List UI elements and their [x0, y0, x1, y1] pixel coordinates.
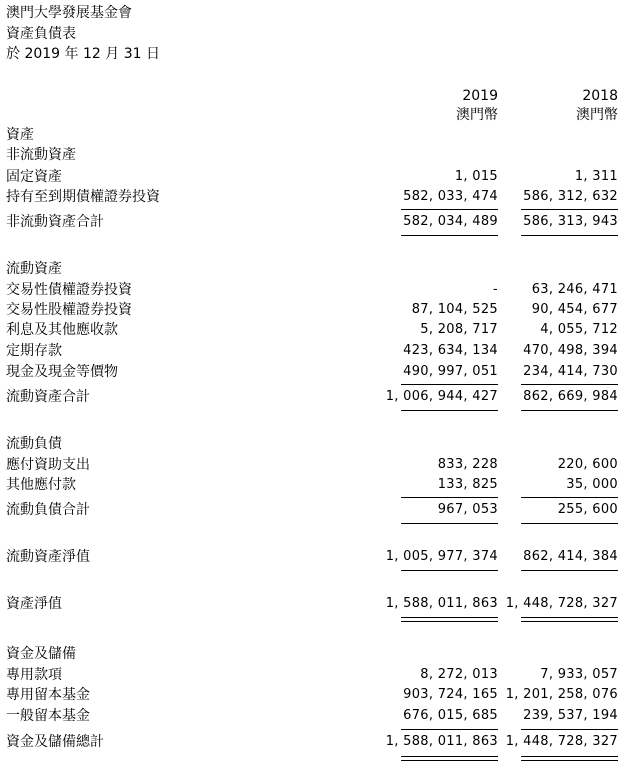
value-2019: 676, 015, 685: [403, 708, 498, 723]
row-label: 其他應付款: [6, 477, 76, 493]
double-rule-bottom: [521, 621, 618, 622]
double-rule-top: [521, 756, 618, 757]
total-rule: [521, 570, 618, 571]
column-currency-2019: 澳門幣: [456, 107, 498, 123]
total-rule: [521, 523, 618, 524]
value-2019: 423, 634, 134: [403, 343, 498, 358]
value-2019: 582, 034, 489: [403, 214, 498, 229]
value-2018: 35, 000: [566, 477, 618, 492]
table-row: [0, 167, 626, 187]
subtotal-rule: [521, 729, 618, 730]
double-rule-bottom: [401, 621, 498, 622]
table-row: [0, 145, 626, 165]
value-2019: 833, 228: [437, 457, 498, 472]
subtotal-rule: [401, 209, 498, 210]
row-label: 資產: [6, 127, 34, 143]
table-row: [0, 594, 626, 614]
value-2018: 4, 055, 712: [540, 322, 618, 337]
value-2019: 1, 015: [454, 169, 498, 184]
total-rule: [401, 570, 498, 571]
total-rule: [521, 235, 618, 236]
value-2018: 1, 448, 728, 327: [505, 734, 618, 749]
value-2019: 87, 104, 525: [411, 302, 498, 317]
table-row: [0, 387, 626, 407]
row-label: 資金及儲備: [6, 646, 76, 662]
value-2018: 1, 448, 728, 327: [505, 596, 618, 611]
value-2018: 255, 600: [557, 502, 618, 517]
row-label: 定期存款: [6, 343, 62, 359]
value-2019: 1, 006, 944, 427: [385, 389, 498, 404]
subtotal-rule: [521, 497, 618, 498]
double-rule-bottom: [521, 760, 618, 761]
total-rule: [401, 410, 498, 411]
table-row: [0, 434, 626, 454]
value-2019: 5, 208, 717: [420, 322, 498, 337]
table-row: [0, 644, 626, 664]
total-rule: [401, 235, 498, 236]
value-2019: -: [493, 282, 498, 297]
double-rule-top: [521, 617, 618, 618]
row-label: 利息及其他應收款: [6, 322, 118, 338]
table-row: [0, 547, 626, 567]
value-2018: 586, 313, 943: [523, 214, 618, 229]
table-row: [0, 341, 626, 361]
statement-date: 於 2019 年 12 月 31 日: [6, 46, 160, 62]
total-rule: [401, 523, 498, 524]
value-2018: 862, 414, 384: [523, 549, 618, 564]
value-2018: 239, 537, 194: [523, 708, 618, 723]
row-label: 非流動資產: [6, 147, 76, 163]
value-2018: 90, 454, 677: [531, 302, 618, 317]
table-row: [0, 300, 626, 320]
row-label: 流動負債合計: [6, 502, 90, 518]
double-rule-bottom: [401, 760, 498, 761]
row-label: 交易性債權證券投資: [6, 282, 132, 298]
value-2019: 903, 724, 165: [403, 687, 498, 702]
value-2018: 234, 414, 730: [523, 364, 618, 379]
table-row: [0, 280, 626, 300]
table-row: [0, 706, 626, 726]
value-2019: 582, 033, 474: [403, 189, 498, 204]
value-2019: 133, 825: [437, 477, 498, 492]
subtotal-rule: [401, 384, 498, 385]
row-label: 流動負債: [6, 436, 62, 452]
row-label: 資金及儲備總計: [6, 734, 104, 750]
subtotal-rule: [401, 729, 498, 730]
row-label: 交易性股權證券投資: [6, 302, 132, 318]
table-row: [0, 259, 626, 279]
subtotal-rule: [401, 497, 498, 498]
table-row: [0, 665, 626, 685]
subtotal-rule: [521, 209, 618, 210]
table-row: [0, 320, 626, 340]
row-label: 非流動資產合計: [6, 214, 104, 230]
row-label: 流動資產合計: [6, 389, 90, 405]
table-row: [0, 212, 626, 232]
column-year-2018: 2018: [582, 88, 618, 104]
table-row: [0, 732, 626, 752]
value-2018: 7, 933, 057: [540, 667, 618, 682]
double-rule-top: [401, 756, 498, 757]
table-row: [0, 362, 626, 382]
table-row: [0, 475, 626, 495]
value-2019: 8, 272, 013: [420, 667, 498, 682]
total-rule: [521, 410, 618, 411]
table-row: [0, 500, 626, 520]
table-row: [0, 685, 626, 705]
row-label: 現金及現金等價物: [6, 364, 118, 380]
double-rule-top: [401, 617, 498, 618]
table-row: [0, 455, 626, 475]
value-2018: 220, 600: [557, 457, 618, 472]
row-label: 專用款項: [6, 667, 62, 683]
subtotal-rule: [521, 384, 618, 385]
row-label: 一般留本基金: [6, 708, 90, 724]
value-2018: 1, 311: [574, 169, 618, 184]
column-currency-2018: 澳門幣: [576, 107, 618, 123]
value-2018: 862, 669, 984: [523, 389, 618, 404]
value-2018: 1, 201, 258, 076: [505, 687, 618, 702]
table-row: [0, 125, 626, 145]
value-2018: 470, 498, 394: [523, 343, 618, 358]
value-2018: 586, 312, 632: [523, 189, 618, 204]
value-2019: 1, 588, 011, 863: [385, 734, 498, 749]
row-label: 資產淨值: [6, 596, 62, 612]
value-2019: 490, 997, 051: [403, 364, 498, 379]
value-2019: 1, 005, 977, 374: [385, 549, 498, 564]
statement-title: 資產負債表: [6, 26, 76, 42]
organization-name: 澳門大學發展基金會: [6, 5, 132, 21]
row-label: 流動資產淨值: [6, 549, 90, 565]
row-label: 固定資產: [6, 169, 62, 185]
row-label: 流動資產: [6, 261, 62, 277]
row-label: 應付資助支出: [6, 457, 90, 473]
row-label: 專用留本基金: [6, 687, 90, 703]
row-label: 持有至到期債權證券投資: [6, 189, 160, 205]
value-2018: 63, 246, 471: [531, 282, 618, 297]
value-2019: 1, 588, 011, 863: [385, 596, 498, 611]
value-2019: 967, 053: [437, 502, 498, 517]
column-year-2019: 2019: [462, 88, 498, 104]
table-row: [0, 187, 626, 207]
